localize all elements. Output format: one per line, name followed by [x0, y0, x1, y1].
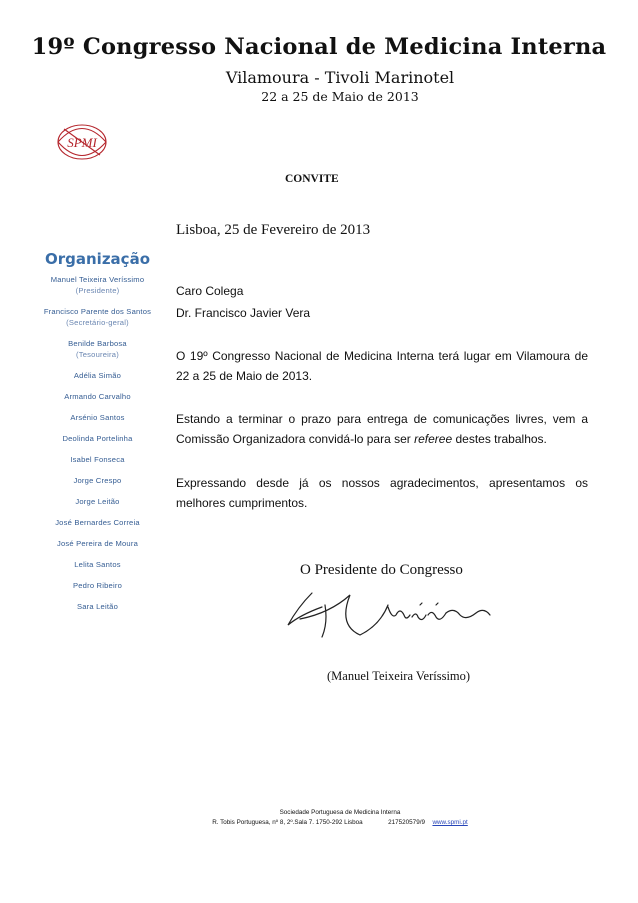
letter-heading: CONVITE [285, 173, 339, 185]
member-role: (Secretário-geral) [66, 318, 129, 327]
member-name: Benilde Barbosa [68, 339, 127, 348]
footer-contact-line [120, 818, 560, 828]
organization-member [20, 391, 175, 402]
organization-member [20, 338, 175, 360]
congress-title: 19º Congresso Nacional de Medicina Interna [31, 34, 607, 60]
member-name: Arsénio Santos [70, 413, 125, 422]
congress-dates: 22 a 25 de Maio de 2013 [261, 89, 419, 104]
salutation: Caro Colega [176, 284, 244, 298]
member-name: Manuel Teixeira Veríssimo [50, 275, 145, 284]
svg-text:SPMI: SPMI [67, 135, 97, 150]
organization-member [20, 496, 175, 507]
organization-sidebar [20, 250, 175, 622]
addressee: Dr. Francisco Javier Vera [176, 306, 311, 320]
spmi-logo [52, 117, 112, 167]
organization-member [20, 517, 175, 528]
organization-member [20, 454, 175, 465]
organization-heading: Organização [45, 250, 150, 268]
member-name: José Pereira de Moura [56, 539, 139, 548]
footer [120, 808, 560, 828]
member-name: Adélia Simão [73, 371, 122, 380]
organization-member [20, 475, 175, 486]
organization-member [20, 370, 175, 381]
signoff: O Presidente do Congresso [300, 562, 463, 578]
paragraph-2-start: Estando a terminar o prazo para entrega de comunicações livres, vem a Comissão Organizadora convidá-lo para ser [176, 412, 588, 446]
footer-phone: 217520579/9 [388, 819, 425, 826]
paragraph-2 [176, 409, 588, 449]
congress-venue: Vilamoura - Tivoli Marinotel [225, 68, 455, 87]
organization-member [20, 601, 175, 612]
member-role: (Tesoureira) [76, 350, 119, 359]
footer-website-link[interactable]: www.spmi.pt [432, 819, 468, 826]
member-name: Deolinda Portelinha [62, 434, 133, 443]
paragraph-3: Expressando desde já os nossos agradecimentos, apresentamos os melhores cumprimentos. [176, 476, 588, 510]
organization-member [20, 412, 175, 423]
letter-dateline: Lisboa, 25 de Fevereiro de 2013 [176, 222, 371, 238]
member-name: Lelita Santos [74, 560, 121, 569]
organization-member [20, 580, 175, 591]
organization-member [20, 538, 175, 549]
member-name: Jorge Crespo [73, 476, 122, 485]
signatory-name: (Manuel Teixeira Veríssimo) [327, 669, 471, 683]
member-name: Pedro Ribeiro [72, 581, 123, 590]
member-name: Jorge Leitão [75, 497, 120, 506]
paragraph-1: O 19º Congresso Nacional de Medicina Interna terá lugar em Vilamoura de 22 a 25 de Maio de 2013. [176, 349, 588, 383]
footer-address: R. Tobis Portuguesa, nº 8, 2º.Sala 7. 1750-292 Lisboa [212, 819, 363, 826]
organization-member [20, 306, 175, 328]
organization-member [20, 433, 175, 444]
member-list [20, 274, 175, 612]
member-name: Sara Leitão [76, 602, 119, 611]
organization-member [20, 559, 175, 570]
member-name: Armando Carvalho [64, 392, 131, 401]
member-name: Francisco Parente dos Santos [43, 307, 152, 316]
member-role: (Presidente) [75, 286, 120, 295]
paragraph-2-italic: referee [414, 432, 453, 446]
paragraph-2-end: destes trabalhos. [452, 432, 547, 446]
footer-society-name: Sociedade Portuguesa de Medicina Interna [279, 809, 401, 816]
member-name: Isabel Fonseca [70, 455, 125, 464]
organization-member [20, 274, 175, 296]
member-name: José Bernardes Correia [55, 518, 140, 527]
handwritten-signature [270, 585, 510, 645]
